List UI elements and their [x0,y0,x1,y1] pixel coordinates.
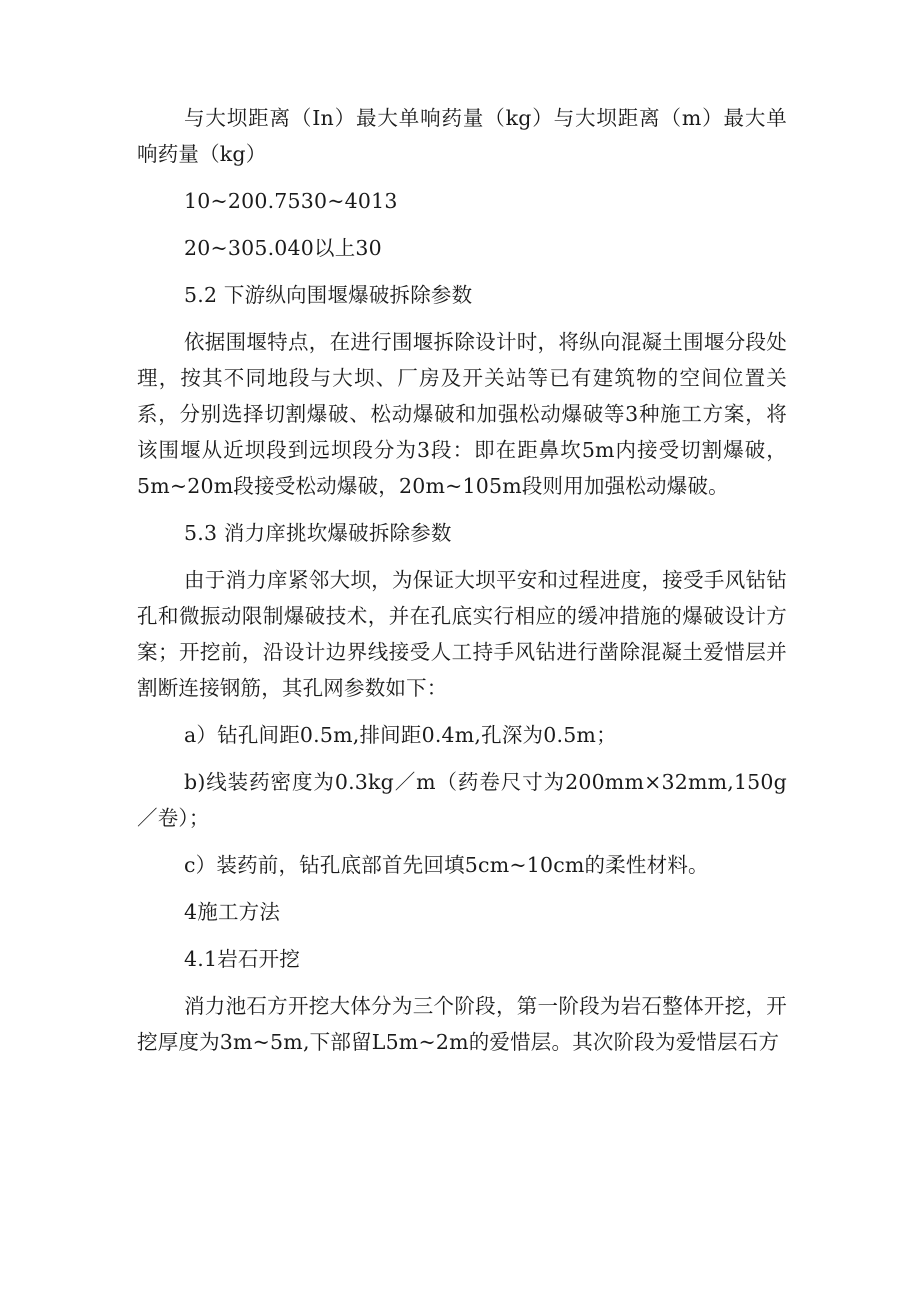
paragraph-rock-excavation: 消力池石方开挖大体分为三个阶段，第一阶段为岩石整体开挖，开挖厚度为3m~5m,下部留L5m~2m的爱惜层。其次阶段为爱惜层石方 [137,994,787,1054]
paragraph-blast-distance-row-2: 20~305.040以上30 [184,236,382,260]
paragraph-stilling-basin-demolition: 由于消力庠紧邻大坝，为保证大坝平安和过程进度，接受手风钻钻孔和微振动限制爆破技术，并在孔底实行相应的缓冲措施的爆破设计方案；开挖前，沿设计边界线接受人工持手风钻进行凿除混凝土爱惜层并割断连接钢筋，其孔网参数如下： [137,568,787,700]
section-heading-4: 4施工方法 [184,900,281,924]
paragraph-blast-distance-table-header: 与大坝距离（In）最大单响药量（kg）与大坝距离（m）最大单响药量（kg） [137,106,787,166]
paragraph-cofferdam-demolition: 依据围堰特点，在进行围堰拆除设计时，将纵向混凝土围堰分段处理，按其不同地段与大坝、厂房及开关站等已有建筑物的空间位置关系，分别选择切割爆破、松动爆破和加强松动爆破等3种施工方案，将该围堰从近坝段到远坝段分为3段：即在距鼻坎5m内接受切割爆破，5m~20m段接受松动爆破，20m~105m段则用加强松动爆破。 [137,330,787,498]
list-item-c: c）装药前，钻孔底部首先回填5cm~10cm的柔性材料。 [184,853,709,877]
section-heading-5-2: 5.2 下游纵向围堰爆破拆除参数 [184,283,473,307]
section-heading-4-1: 4.1岩石开挖 [184,947,301,971]
list-item-a: a）钻孔间距0.5m,排间距0.4m,孔深为0.5m； [184,723,617,747]
list-item-b: b)线装药密度为0.3kg／m（药卷尺寸为200mm×32mm,150g／卷）； [137,770,787,830]
document-body [137,100,787,1071]
paragraph-blast-distance-row-1: 10~200.7530~4013 [184,189,398,213]
section-heading-5-3: 5.3 消力庠挑坎爆破拆除参数 [184,521,452,545]
